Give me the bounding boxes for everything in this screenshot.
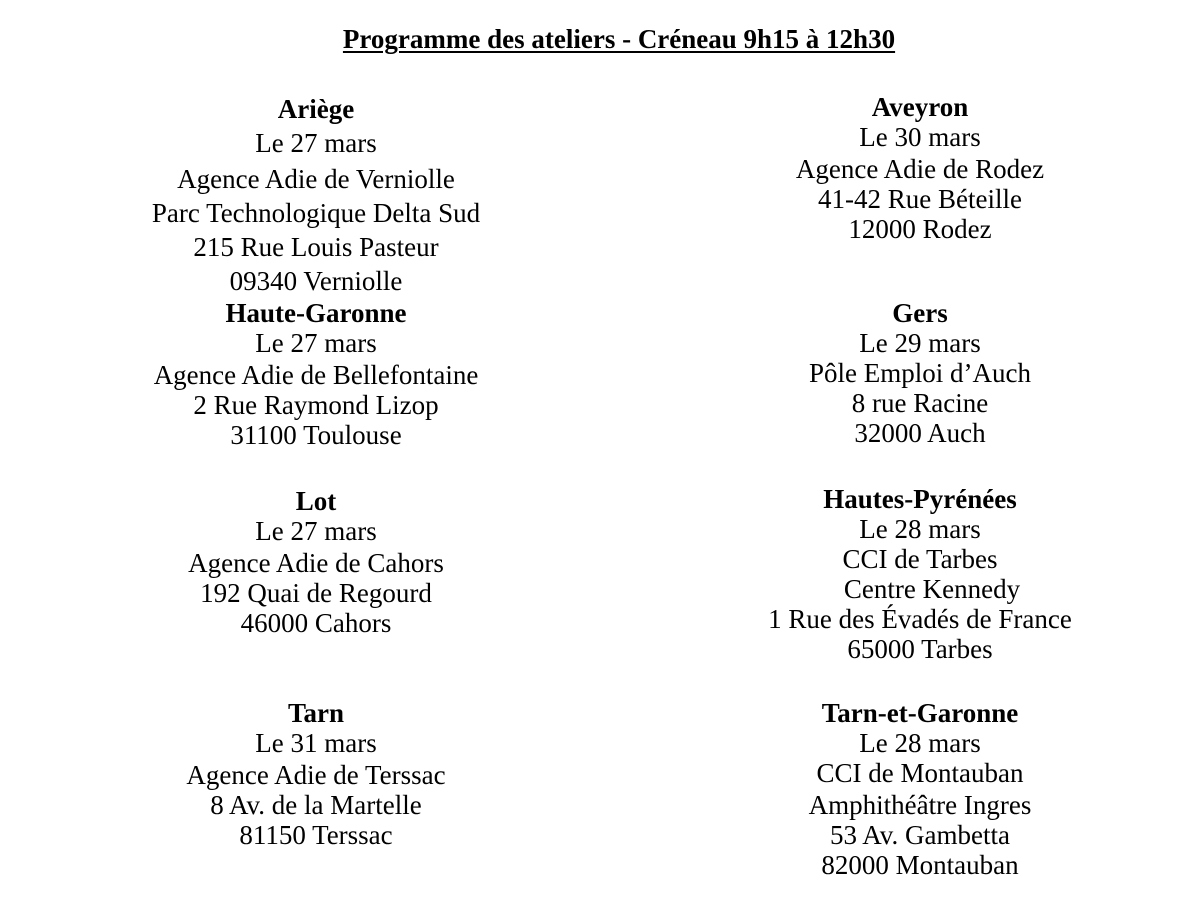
workshop-lot [116, 486, 516, 638]
department-name: Lot [295, 486, 337, 516]
workshop-date: Le 30 mars [859, 122, 981, 152]
department-name: Haute-Garonne [225, 298, 407, 328]
workshop-gers [720, 298, 1120, 448]
workshop-tarn [116, 698, 516, 850]
venue-street: 8 Av. de la Martelle [210, 790, 422, 820]
venue-street: 192 Quai de Regourd [200, 578, 432, 608]
venue-street: 8 rue Racine [851, 388, 989, 418]
workshop-haute-garonne [116, 298, 516, 450]
venue-name: Agence Adie de Cahors [188, 548, 444, 578]
workshop-date: Le 28 mars [859, 514, 981, 544]
venue-city: 82000 Montauban [821, 850, 1019, 880]
workshop-date: Le 27 mars [255, 128, 377, 158]
workshop-hautes-pyrenees [720, 484, 1120, 664]
department-name: Aveyron [871, 92, 969, 122]
venue-city: 65000 Tarbes [847, 634, 993, 664]
venue-street: 215 Rue Louis Pasteur [193, 232, 439, 262]
page-title: Programme des ateliers - Créneau 9h15 à 12h30 [342, 24, 896, 54]
venue-name: Agence Adie de Verniolle [177, 164, 455, 194]
venue-name: Agence Adie de Rodez [795, 154, 1045, 184]
workshop-date: Le 27 mars [255, 328, 377, 358]
venue-name: Agence Adie de Terssac [186, 760, 446, 790]
venue-street: 2 Rue Raymond Lizop [193, 390, 439, 420]
workshop-tarn-et-garonne [720, 698, 1120, 880]
venue-city: 32000 Auch [854, 418, 986, 448]
workshop-date: Le 31 mars [255, 728, 377, 758]
venue-name: Pôle Emploi d’Auch [809, 358, 1031, 388]
workshop-date: Le 27 mars [255, 516, 377, 546]
department-name: Tarn-et-Garonne [821, 698, 1019, 728]
venue-city: 31100 Toulouse [230, 420, 402, 450]
workshop-ariege [116, 94, 516, 296]
workshop-aveyron [720, 92, 1120, 244]
venue-site: Amphithéâtre Ingres [808, 790, 1032, 820]
venue-city: 81150 Terssac [239, 820, 393, 850]
venue-name: CCI de Montauban [816, 758, 1024, 788]
venue-name: Agence Adie de Bellefontaine [153, 360, 479, 390]
workshop-date: Le 28 mars [859, 728, 981, 758]
venue-site: Centre Kennedy [843, 574, 1021, 604]
venue-site: Parc Technologique Delta Sud [151, 198, 481, 228]
workshop-date: Le 29 mars [859, 328, 981, 358]
department-name: Ariège [277, 94, 355, 124]
venue-name: CCI de Tarbes [842, 544, 998, 574]
department-name: Hautes-Pyrénées [823, 484, 1017, 514]
venue-street: 53 Av. Gambetta [830, 820, 1010, 850]
venue-street: 1 Rue des Évadés de France [768, 604, 1072, 634]
venue-city: 46000 Cahors [240, 608, 392, 638]
department-name: Tarn [287, 698, 345, 728]
venue-street: 41-42 Rue Béteille [818, 184, 1022, 214]
department-name: Gers [892, 298, 948, 328]
venue-city: 09340 Verniolle [229, 266, 403, 296]
venue-city: 12000 Rodez [848, 214, 992, 244]
